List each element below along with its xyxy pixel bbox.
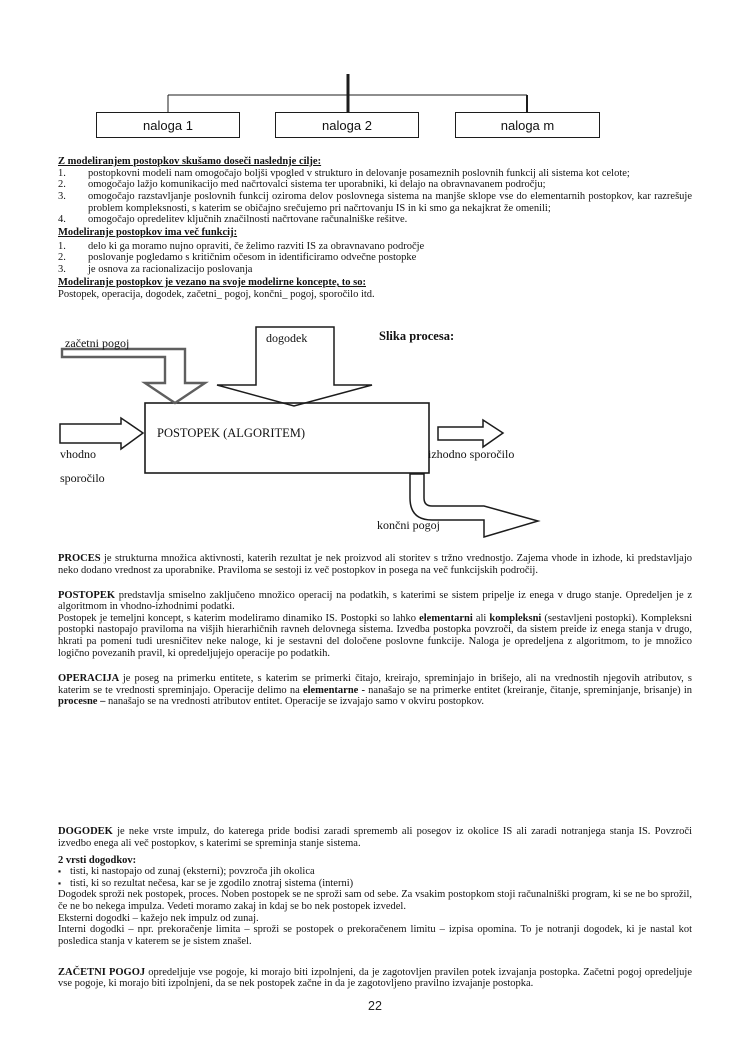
- list-text: omogočajo razstavljanje poslovnih funkcij oziroma delov poslovnega sistema na manjše sklope vse do elementarnih postopkov, kar razrešuje problem kompleksnosti, s katerim se običajno srečujemo pri načrtovanju IS in ki smo ga nekajkrat že omenili;: [88, 190, 692, 214]
- operacija-paragraph: OPERACIJA je poseg na primerku entitete, s katerim se primerki čitajo, kreirajo, spreminjajo in brišejo, ali na vrednostih njegovih atributov, s katerim se te vrednosti spreminjajo. Operacije delimo na elementarne - nanašajo se na primerke entitet (kreiranje, čitanje, spreminjanje, brisanje) in procesne – nanašajo se na vrednosti atributov entitet. Operacije se izvajajo samo v okviru postopkov.: [58, 673, 693, 708]
- output-label: izhodno sporočilo: [428, 447, 515, 461]
- tree-node-label: naloga 1: [143, 117, 193, 133]
- goals-heading: Z modeliranjem postopkov skušamo doseči naslednje cilje:: [58, 156, 322, 167]
- postopek-paragraph-1: POSTOPEK predstavlja smiselno zaključeno množico operacij na podatkih, s katerimi se sistem pripelje iz enega v drugo stanje. Opredeljen je z algoritmom in vhodno-izhodnimi podatki.: [58, 589, 692, 613]
- tree-node-label: naloga 2: [322, 117, 372, 133]
- bullet-text: tisti, ki nastopajo od zunaj (eksterni); povzroča jih okolica: [70, 866, 315, 878]
- start-condition-arrow: [62, 349, 205, 403]
- event-trigger-paragraph: Dogodek sproži nek postopek, proces. Noben postopek se ne sproži sam od sebe. Za vsakim postopkom stoji računalniški program, ki se ne bo sprožil, če ne bo nekega impulza. Vedeti moramo zakaj in kdaj se bo nek postopek izvedel.: [58, 889, 692, 913]
- start-condition-label: začetni pogoj: [65, 336, 130, 350]
- postopek-paragraph-2: Postopek je temeljni koncept, s katerim modeliramo dinamiko IS. Postopki so lahko elementarni ali kompleksni (sestavljeni postopki). Kompleksni postopki nastopajo praviloma na višjih hierarhičnih ravneh delovnega sistema. Izvedba postopka povzroči, da sistem preide iz enega stanja v drugo, hkrati pa pomeni tudi uresničitev neke naloge, ki je sestavni del določene poslovne funkcije. Naloga je opredeljena z algoritmom, to je množico logično povezanih pravil, ki opredeljujejo operacije po podatkih.: [58, 612, 692, 659]
- functions-heading: Modeliranje postopkov ima več funkcij:: [58, 226, 238, 238]
- process-box-label: POSTOPEK (ALGORITEM): [157, 426, 306, 440]
- input-label-line2: sporočilo: [60, 471, 105, 485]
- concepts-heading: Modeliranje postopkov je vezano na svoje modelirne koncepte, to so:: [58, 277, 366, 289]
- postopek-section: [58, 590, 692, 660]
- zacetni-pogoj-paragraph: ZAČETNI POGOJ opredeljuje vse pogoje, ki morajo biti izpolnjeni, da je zagotovljen pravilen potek izvajanja postopka. Začetni pogoj opredeljuje vse pogoje, ki morajo biti izpolnjeni, da se nek postopek začne in da je zagotovljeno pravilno izvajanje postopka.: [58, 966, 693, 990]
- list-number: 2.: [58, 179, 66, 191]
- tree-node-label: naloga m: [500, 117, 555, 133]
- page-number: 22: [368, 999, 382, 1013]
- output-arrow: [438, 420, 503, 447]
- list-number: 4.: [58, 214, 66, 226]
- list-text: omogočajo opredelitev ključnih značilnosti načrtovane računalniške rešitve.: [88, 214, 408, 226]
- list-text: delo ki ga moramo nujno opraviti, če želimo razviti IS za obravnavano področje: [88, 240, 425, 252]
- external-events-line: Eksterni dogodki – kažejo nek impulz od zunaj.: [58, 912, 259, 924]
- dogodek-paragraph: DOGODEK je neke vrste impulz, do katerega pride bodisi zaradi sprememb ali posegov iz okolice IS ali zaradi notranjega stanja IS. Povzroči izvedbo enega ali več postopkov, s katerimi se spreminja stanje sistema.: [58, 826, 692, 849]
- list-number: 3.: [58, 263, 66, 275]
- input-label-line1: vhodno: [60, 447, 96, 461]
- list-text: je osnova za racionalizacijo poslovanja: [88, 263, 253, 275]
- square-bullet-icon: ▪: [58, 877, 62, 888]
- event-types-heading: 2 vrsti dogodkov:: [58, 854, 137, 866]
- list-number: 1.: [58, 240, 66, 252]
- list-number: 3.: [58, 190, 66, 202]
- input-arrow: [60, 418, 143, 449]
- end-condition-label: končni pogoj: [377, 518, 440, 532]
- internal-events-paragraph: Interni dogodki – npr. prekoračenje limita – sproži se postopek o prekoračenem limitu – izpisa opomina. To je notranji dogodek, ki je nastal kot posledica stanja v katerem se je sistem znašel.: [58, 924, 692, 948]
- square-bullet-icon: ▪: [58, 866, 62, 877]
- proces-paragraph: PROCES je strukturna množica aktivnosti, katerih rezultat je nek proizvod ali storitev s tržno vrednostjo. Zajema vhode in izhode, ki predstavljajo neko dodano vrednost za uporabnike. Praviloma se sestoji iz več postopkov in posega na več funkcijskih področij.: [58, 553, 693, 576]
- event-label: dogodek: [266, 331, 308, 345]
- bullet-item: [58, 866, 692, 878]
- list-text: postopkovni modeli nam omogočajo boljši vpogled v strukturo in delovanje posameznih poslovnih funkcij ali sistema kot celote;: [88, 167, 630, 179]
- diagram-title: Slika procesa:: [379, 329, 455, 343]
- list-number: 2.: [58, 252, 66, 264]
- list-number: 1.: [58, 167, 66, 179]
- list-text: poslovanje pogledamo s kritičnim očesom in identificiramo odvečne postopke: [88, 252, 417, 264]
- bullet-text: tisti, ki so rezultat nečesa, kar se je zgodilo znotraj sistema (interni): [70, 877, 354, 889]
- bullet-item: [58, 878, 692, 890]
- concepts-line: Postopek, operacija, dogodek, začetni_ pogoj, končni_ pogoj, sporočilo itd.: [58, 288, 375, 300]
- event-types-section: [58, 855, 692, 948]
- list-text: omogočajo lažjo komunikacijo med načrtovalci sistema ter uporabniki, ki delajo na obravnavanem področju;: [88, 179, 546, 191]
